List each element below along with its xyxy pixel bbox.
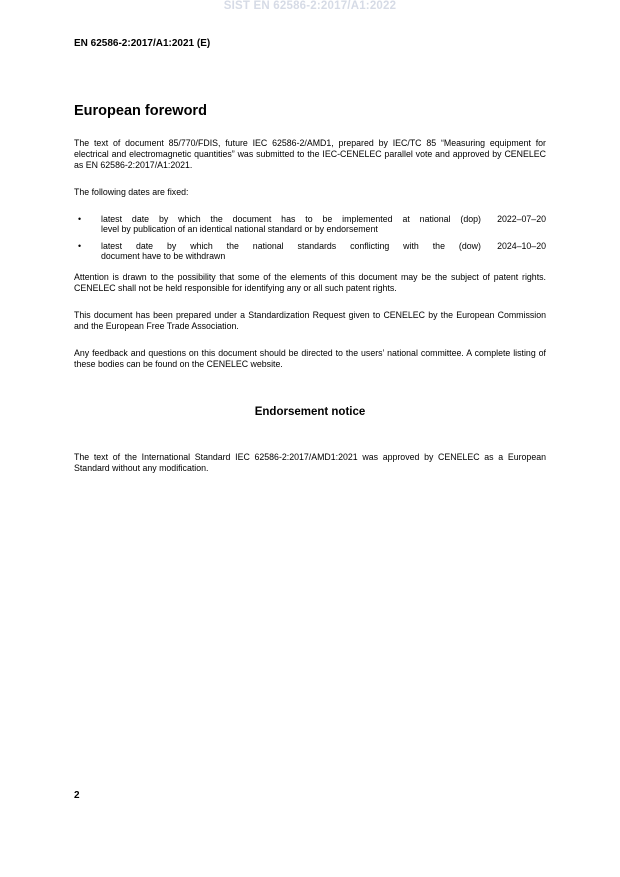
foreword-paragraph-4: [74, 310, 546, 332]
word: (dow): [458, 240, 481, 251]
section-title-european-foreword: European foreword: [74, 103, 207, 119]
section-title-endorsement-notice: Endorsement notice: [254, 406, 366, 418]
word: standards: [297, 240, 337, 251]
date-description-line-2: level by publication of an identical national standard or by endorsement: [101, 224, 378, 235]
dates-list: [74, 214, 546, 268]
date-value: 2022–07–20: [497, 214, 546, 224]
word: latest: [101, 214, 123, 224]
word: has: [281, 214, 296, 224]
paragraph-text: The text of document 85/770/FDIS, future IEC 62586-2/AMD1, prepared by IEC/TC 85 “Measuring equipment for electrical and electromagnetic quantities” was submitted to the IEC-CENELEC parallel vote and approved by CENELEC as EN 62586-2:2017/A1:2021.: [74, 138, 546, 171]
word: be: [322, 214, 333, 224]
foreword-paragraph-5: [74, 348, 546, 370]
list-item: [74, 214, 546, 235]
word: which: [178, 214, 201, 224]
word: with: [403, 240, 419, 251]
page-number: 2: [74, 790, 80, 801]
document-identifier: EN 62586-2:2017/A1:2021 (E): [74, 38, 211, 49]
word: conflicting: [350, 240, 390, 251]
date-description-line-1: [101, 241, 481, 251]
watermark: SIST EN 62586-2:2017/A1:2022: [223, 0, 397, 12]
bullet-icon: •: [78, 214, 82, 224]
paragraph-text: Any feedback and questions on this document should be directed to the users’ national committee. A complete listing of these bodies can be found on the CENELEC website.: [74, 348, 546, 370]
date-value: 2024–10–20: [497, 240, 546, 251]
word: date: [131, 214, 150, 224]
foreword-paragraph-2: [74, 187, 546, 198]
word: the: [226, 240, 239, 251]
bullet-icon: •: [78, 240, 82, 251]
foreword-paragraph-3: [74, 272, 546, 294]
word: date: [135, 240, 154, 251]
paragraph-text: Attention is drawn to the possibility that some of the elements of this document may be the subject of patent rights. CENELEC shall not be held responsible for identifying any or all such patent rights.: [74, 272, 546, 294]
word: by: [167, 240, 177, 251]
word: by: [158, 214, 169, 224]
word: implemented: [342, 214, 393, 224]
word: national: [252, 240, 284, 251]
endorsement-paragraph: [74, 452, 546, 474]
date-description-line-1: [101, 214, 481, 224]
list-item: [74, 241, 546, 262]
word: (dop): [460, 214, 481, 224]
paragraph-text: The following dates are fixed:: [74, 187, 189, 197]
date-description-line-2: document have to be withdrawn: [101, 251, 226, 262]
paragraph-text: This document has been prepared under a Standardization Request given to CENELEC by the European Commission and the European Free Trade Association.: [74, 310, 546, 332]
word: which: [190, 240, 213, 251]
word: national: [419, 214, 451, 224]
foreword-paragraph-1: [74, 138, 546, 172]
word: at: [402, 214, 410, 224]
paragraph-text: The text of the International Standard IEC 62586-2:2017/AMD1:2021 was approved by CENELEC as a European Standard without any modification.: [74, 452, 546, 474]
word: the: [432, 240, 445, 251]
word: the: [210, 214, 223, 224]
word: document: [232, 214, 272, 224]
word: latest: [101, 240, 123, 251]
word: to: [305, 214, 313, 224]
